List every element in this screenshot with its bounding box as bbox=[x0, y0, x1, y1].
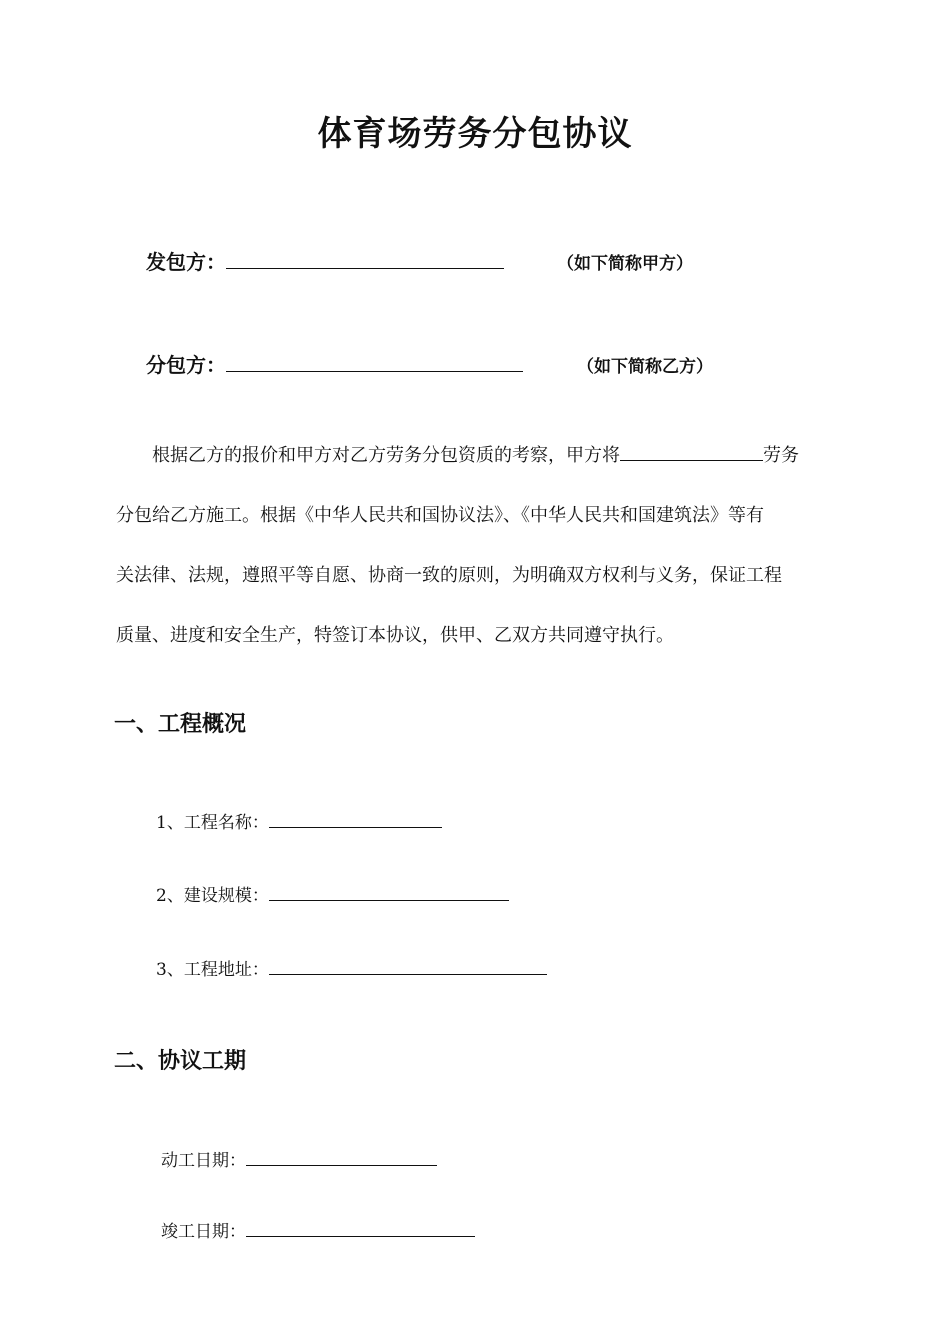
project-name-line bbox=[156, 808, 442, 833]
end-date-blank[interactable] bbox=[246, 1236, 475, 1237]
end-date-line bbox=[161, 1217, 475, 1242]
start-date-blank[interactable] bbox=[246, 1165, 437, 1166]
party-b-label: 分包方： bbox=[146, 353, 226, 377]
scope-blank[interactable] bbox=[620, 460, 763, 461]
project-scale-line bbox=[156, 881, 509, 906]
party-b-note: （如下简称乙方） bbox=[577, 357, 713, 377]
intro-line-1-end: 劳务 bbox=[763, 445, 799, 466]
party-a-line bbox=[146, 246, 504, 275]
document-title: 体育场劳务分包协议 bbox=[317, 114, 633, 154]
project-scale-label: 2、建设规模： bbox=[156, 886, 269, 906]
intro-line-1 bbox=[152, 441, 799, 467]
project-address-line bbox=[156, 955, 547, 980]
project-name-label: 1、工程名称： bbox=[156, 813, 269, 833]
project-name-blank[interactable] bbox=[269, 827, 442, 828]
party-a-label: 发包方： bbox=[146, 250, 226, 274]
party-b-line bbox=[146, 349, 523, 378]
project-address-blank[interactable] bbox=[269, 974, 547, 975]
party-a-blank[interactable] bbox=[226, 268, 504, 269]
party-a-note: （如下简称甲方） bbox=[557, 254, 693, 274]
section-heading-overview: 一、工程概况 bbox=[114, 711, 247, 737]
project-address-label: 3、工程地址： bbox=[156, 960, 269, 980]
section-heading-schedule: 二、协议工期 bbox=[114, 1048, 247, 1074]
start-date-label: 动工日期： bbox=[161, 1151, 246, 1171]
intro-line-2: 分包给乙方施工。根据《中华人民共和国协议法》、《中华人民共和国建筑法》等有 bbox=[116, 505, 764, 526]
party-b-blank[interactable] bbox=[226, 371, 523, 372]
end-date-label: 竣工日期： bbox=[161, 1222, 246, 1242]
start-date-line bbox=[161, 1146, 437, 1171]
intro-line-4: 质量、进度和安全生产，特签订本协议，供甲、乙双方共同遵守执行。 bbox=[116, 625, 674, 646]
intro-line-3: 关法律、法规，遵照平等自愿、协商一致的原则，为明确双方权利与义务，保证工程 bbox=[116, 565, 782, 586]
project-scale-blank[interactable] bbox=[269, 900, 509, 901]
intro-line-1-text: 根据乙方的报价和甲方对乙方劳务分包资质的考察，甲方将 bbox=[152, 445, 620, 466]
